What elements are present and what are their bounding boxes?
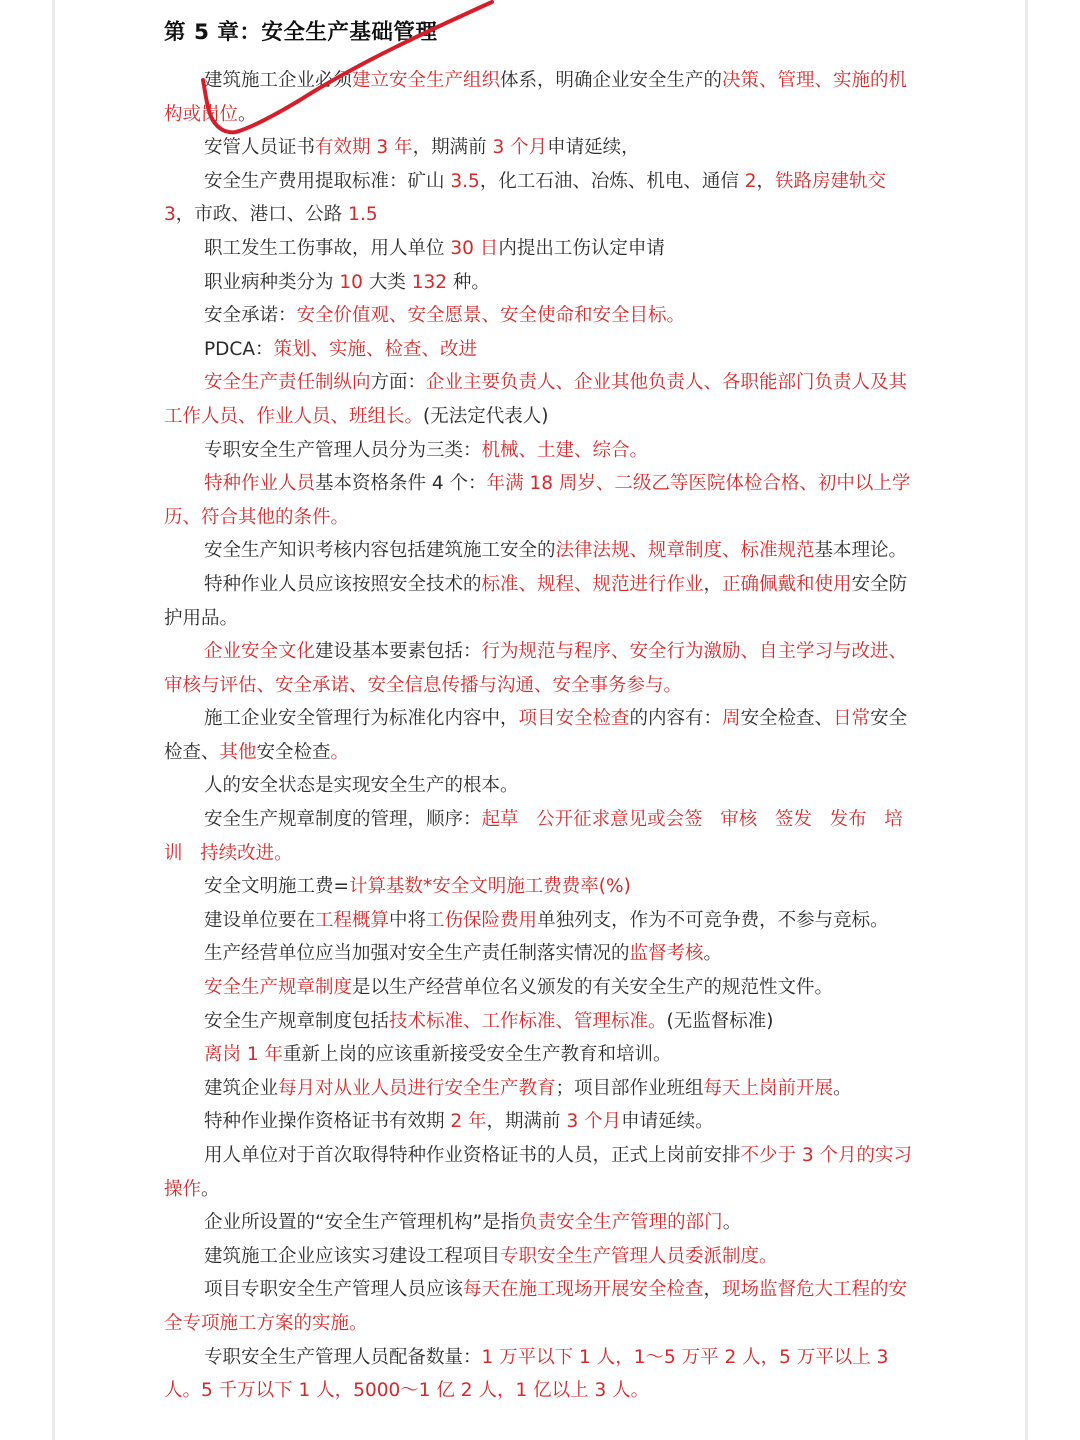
paragraph xyxy=(164,568,920,635)
highlighted-text: 项目安全检查 xyxy=(518,708,630,730)
body-text: ，市政、港口、公路 xyxy=(175,204,349,226)
paragraph xyxy=(164,366,920,433)
paragraph xyxy=(164,299,920,333)
highlighted-text: 建立安全生产组织 xyxy=(352,70,501,91)
body-text: 安全检查 xyxy=(256,741,331,763)
highlighted-text: 企业安全文化 xyxy=(204,641,316,663)
paragraph xyxy=(164,131,920,165)
highlighted-text: 10 xyxy=(339,271,363,293)
highlighted-text: 特种作业人员 xyxy=(204,473,316,495)
body-text: 。 xyxy=(201,1178,220,1200)
body-text: 。 xyxy=(703,943,723,965)
highlighted-text: 每天上岗前开展 xyxy=(703,1077,834,1099)
paragraph xyxy=(164,467,920,534)
highlighted-text: 2 xyxy=(744,170,757,192)
body-text: 生产经营单位应当加强对安全生产责任制落实情况的 xyxy=(204,943,630,965)
highlighted-text: 工伤保险费用 xyxy=(426,909,538,931)
body-text: 安全承诺： xyxy=(204,305,297,327)
highlighted-text: 1 万平以下 1 人，1～5 万平 2 人，5 万平以上 3 人。5 千万以下 1 人，5000～1 亿 2 人，1 亿以上 3 人。 xyxy=(164,1346,895,1402)
body-text: 方面： xyxy=(370,372,427,394)
body-text: 单独列支，作为不可竞争费，不参与竞标。 xyxy=(537,909,889,931)
body-text: 安全检查、 xyxy=(164,708,908,763)
highlighted-text: 2 年 xyxy=(450,1111,487,1133)
body-text: 安管人员证书 xyxy=(204,137,316,159)
body-text: 申请延续， xyxy=(547,137,640,159)
body-text: ， xyxy=(756,170,775,192)
body-text: ，期满前 xyxy=(412,137,493,159)
body-text: (无法定代表人) xyxy=(423,405,549,427)
highlighted-text: 负责安全生产管理的部门 xyxy=(519,1212,723,1234)
highlighted-text: 。 xyxy=(330,741,350,763)
paragraph xyxy=(164,870,920,904)
body-text: 职工发生工伤事故，用人单位 xyxy=(204,237,451,259)
body-text: 种。 xyxy=(447,271,490,293)
paragraph xyxy=(164,266,920,300)
paragraph xyxy=(164,803,920,870)
body-text: 安全生产规章制度包括 xyxy=(204,1010,390,1032)
paragraph xyxy=(164,64,920,131)
highlighted-text: 安全价值观、安全愿景、安全使命和安全目标。 xyxy=(296,305,686,327)
body-text: 人的安全状态是实现安全生产的根本。 xyxy=(204,775,519,797)
body-text: 是以生产经营单位名义颁发的有关安全生产的规范性文件。 xyxy=(352,977,834,999)
highlighted-text: 周 xyxy=(722,708,741,730)
paragraph xyxy=(164,1139,920,1206)
paragraph xyxy=(164,1273,920,1340)
paragraph xyxy=(164,534,920,568)
highlighted-text: 有效期 3 年 xyxy=(315,137,413,159)
paragraph xyxy=(164,434,920,468)
highlighted-text: 标准、规程、规范进行作业 xyxy=(481,573,704,595)
highlighted-text: 安全生产规章制度 xyxy=(204,977,353,999)
body-text: 专职安全生产管理人员配备数量： xyxy=(204,1346,482,1368)
highlighted-text: 监督考核 xyxy=(629,943,704,965)
paragraph xyxy=(164,904,920,938)
body-text: 建设基本要素包括： xyxy=(315,641,482,663)
highlighted-text: 安全生产责任制纵向 xyxy=(204,372,371,394)
paragraph xyxy=(164,1038,920,1072)
body-text: PDCA： xyxy=(204,338,274,360)
highlighted-text: 其他 xyxy=(219,741,257,763)
body-text: 施工企业安全管理行为标准化内容中， xyxy=(204,708,519,730)
highlighted-text: 不少于 3 个月的实习操作 xyxy=(164,1145,913,1200)
body-text: 重新上岗的应该重新接受安全生产教育和培训。 xyxy=(283,1044,672,1066)
body-text: 中将 xyxy=(389,909,427,931)
body-text: 建筑施工企业应该实习建设工程项目 xyxy=(204,1245,501,1267)
body-text: 建筑施工企业必须 xyxy=(204,70,353,91)
paragraph xyxy=(164,1240,920,1274)
body-text: 基本理论。 xyxy=(814,540,908,562)
body-text: 。 xyxy=(722,1212,742,1234)
paragraph xyxy=(164,971,920,1005)
paragraph xyxy=(164,1005,920,1039)
body-text: 特种作业人员应该按照安全技术的 xyxy=(204,573,482,595)
paragraph xyxy=(164,165,920,232)
highlighted-text: 铁路房建轨交 3 xyxy=(164,170,892,226)
body-text: 用人单位对于首次取得特种作业资格证书的人员，正式上岗前安排 xyxy=(204,1145,741,1166)
paragraph xyxy=(164,1206,920,1240)
highlighted-text: 每月对从业人员进行安全生产教育 xyxy=(278,1077,556,1099)
paragraph xyxy=(164,1105,920,1139)
highlighted-text: 法律法规、规章制度、标准规范 xyxy=(555,540,815,562)
body-text: 。 xyxy=(833,1077,852,1099)
highlighted-text: 现场监督危大工程的安全专项施工方案的实施。 xyxy=(164,1279,908,1334)
body-text: ，期满前 xyxy=(486,1111,567,1133)
body-text: 建设单位要在 xyxy=(204,909,316,931)
highlighted-text: 年满 18 周岁、二级乙等医院体检合格、初中以上学历、符合其他的条件。 xyxy=(164,473,911,528)
body-text: 申请延续。 xyxy=(621,1111,714,1133)
body-text: 建筑企业 xyxy=(204,1077,279,1099)
body-text: (无监督标准) xyxy=(666,1010,774,1032)
chapter-title: 第 5 章：安全生产基础管理 xyxy=(164,20,438,45)
body-text: 大类 xyxy=(362,271,412,293)
body-text: 内提出工伤认定申请 xyxy=(498,237,665,259)
highlighted-text: 132 xyxy=(411,271,448,293)
body-text: ；项目部作业班组 xyxy=(555,1077,704,1099)
body-text: 的内容有： xyxy=(629,708,723,730)
body-text: 安全生产知识考核内容包括建筑施工安全的 xyxy=(204,540,556,562)
body-text: 项目专职安全生产管理人员应该 xyxy=(204,1279,464,1301)
body-text: ， xyxy=(703,573,723,595)
highlighted-text: 3 个月 xyxy=(566,1111,622,1133)
highlighted-text: 决策、管理、实施的机构或岗位 xyxy=(164,70,908,125)
highlighted-text: 工程概算 xyxy=(315,909,390,931)
body-text: 职业病种类分为 xyxy=(204,271,340,293)
body-text: 安全生产费用提取标准：矿山 xyxy=(204,170,451,192)
body-text: 安全生产规章制度的管理，顺序： xyxy=(204,809,482,831)
body-text: 安全防护用品。 xyxy=(164,573,908,629)
highlighted-text: 每天在施工现场开展安全检查 xyxy=(463,1279,704,1301)
body-text: 安全文明施工费= xyxy=(204,876,350,898)
body-text: ， xyxy=(703,1279,723,1301)
highlighted-text: 30 日 xyxy=(450,237,499,259)
body-text: 特种作业操作资格证书有效期 xyxy=(204,1111,451,1133)
highlighted-text: 机械、土建、综合。 xyxy=(481,439,649,461)
left-page-margin xyxy=(52,0,55,1440)
paragraph xyxy=(164,937,920,971)
document-body xyxy=(164,64,920,1408)
body-text: 安全检查、 xyxy=(740,708,834,730)
highlighted-text: 策划、实施、检查、改进 xyxy=(273,338,477,360)
paragraph xyxy=(164,769,920,803)
highlighted-text: 3.5 xyxy=(450,170,480,192)
body-text: 专职安全生产管理人员分为三类： xyxy=(204,439,482,461)
highlighted-text: 行为规范与程序、安全行为激励、自主学习与改进、审核与评估、安全承诺、安全信息传播与沟通、安全事务参与。 xyxy=(164,641,908,696)
body-text: 。 xyxy=(238,103,257,125)
highlighted-text: 企业主要负责人、企业其他负责人、各职能部门负责人及其工作人员、作业人员、班组长。 xyxy=(164,372,908,427)
highlighted-text: 专职安全生产管理人员委派制度。 xyxy=(500,1245,778,1267)
paragraph xyxy=(164,1072,920,1106)
body-text: 体系，明确企业安全生产的 xyxy=(500,70,723,91)
highlighted-text: 技术标准、工作标准、管理标准。 xyxy=(389,1010,667,1032)
right-page-margin xyxy=(1025,0,1028,1440)
body-text: 基本资格条件 4 个： xyxy=(315,473,487,495)
highlighted-text: 计算基数*安全文明施工费费率(%) xyxy=(349,876,631,898)
highlighted-text: 3 个月 xyxy=(492,137,548,159)
highlighted-text: 正确佩戴和使用 xyxy=(722,573,852,595)
highlighted-text: 1.5 xyxy=(348,204,378,226)
body-text: ，化工石油、冶炼、机电、通信 xyxy=(479,170,745,192)
paragraph xyxy=(164,232,920,266)
paragraph xyxy=(164,635,920,702)
paragraph xyxy=(164,333,920,367)
body-text: 企业所设置的“安全生产管理机构”是指 xyxy=(204,1212,520,1234)
highlighted-text: 日常 xyxy=(833,708,871,730)
paragraph xyxy=(164,702,920,769)
highlighted-text: 离岗 1 年 xyxy=(204,1044,284,1066)
paragraph xyxy=(164,1341,920,1408)
highlighted-text: 起草 公开征求意见或会签 审核 签发 发布 培训 持续改进。 xyxy=(164,809,903,864)
